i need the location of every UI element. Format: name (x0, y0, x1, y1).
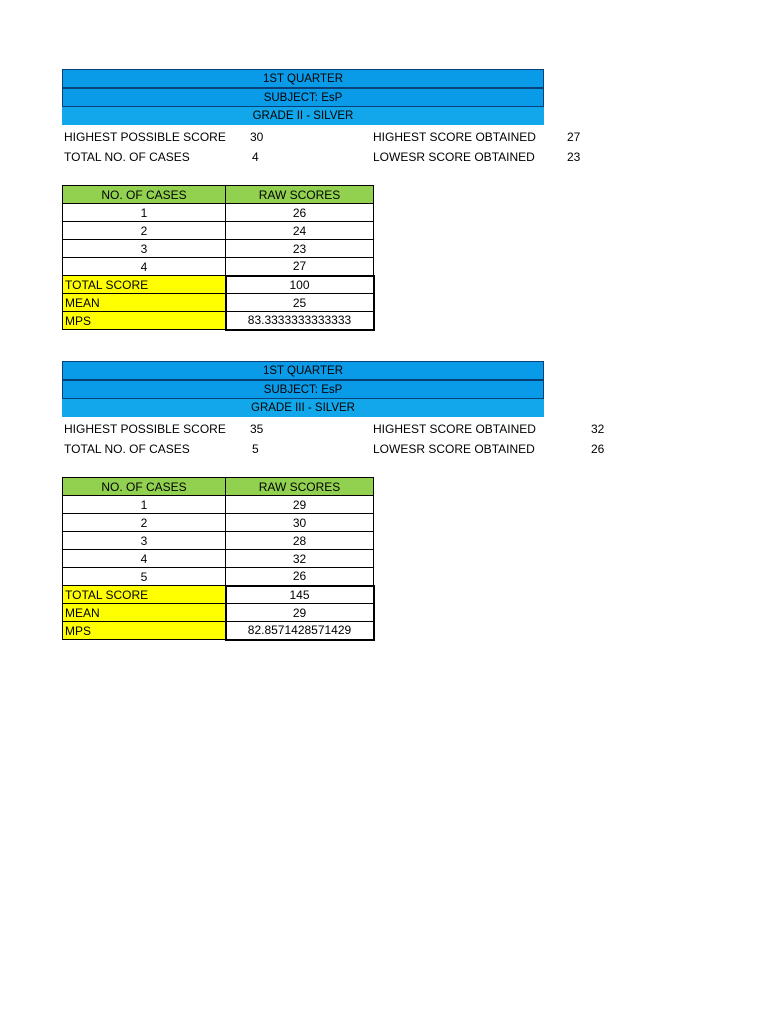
highest-obtained-value: 27 (567, 130, 581, 144)
grade-ii-header-block (62, 69, 544, 125)
table-row (63, 514, 374, 532)
highest-obtained-label: HIGHEST SCORE OBTAINED (373, 130, 536, 144)
case-number: 4 (63, 258, 226, 276)
raw-score: 24 (226, 222, 374, 240)
mps-value: 83.3333333333333 (226, 312, 374, 330)
highest-obtained-label: HIGHEST SCORE OBTAINED (373, 422, 536, 436)
table-row (63, 532, 374, 550)
col-scores-header: RAW SCORES (226, 186, 374, 204)
info-row (62, 439, 662, 459)
case-number: 4 (63, 550, 226, 568)
mean-value: 29 (226, 604, 374, 622)
highest-possible-value: 35 (250, 422, 264, 436)
raw-score: 32 (226, 550, 374, 568)
raw-score: 26 (226, 568, 374, 586)
lowest-obtained-label: LOWESR SCORE OBTAINED (373, 150, 535, 164)
info-row (62, 147, 662, 167)
lowest-obtained-label: LOWESR SCORE OBTAINED (373, 442, 535, 456)
total-score-label: TOTAL SCORE (63, 586, 226, 604)
col-cases-header: NO. OF CASES (63, 478, 226, 496)
mean-row (63, 294, 374, 312)
col-scores-header: RAW SCORES (226, 478, 374, 496)
grade-ii-summary-info (62, 127, 662, 167)
mps-value: 82.8571428571429 (226, 622, 374, 640)
table-row (63, 204, 374, 222)
total-score-label: TOTAL SCORE (63, 276, 226, 294)
table-row (63, 496, 374, 514)
grade-ii-scores-table (62, 185, 375, 331)
grade-iii-summary-info (62, 419, 662, 459)
mean-label: MEAN (63, 294, 226, 312)
lowest-obtained-value: 23 (567, 150, 581, 164)
total-score-row (63, 276, 374, 294)
mps-row (63, 312, 374, 330)
subject-header: SUBJECT: EsP (62, 380, 544, 399)
case-number: 1 (63, 204, 226, 222)
total-cases-value: 4 (252, 150, 259, 164)
raw-score: 23 (226, 240, 374, 258)
total-score-row (63, 586, 374, 604)
mps-label: MPS (63, 622, 226, 640)
table-row (63, 222, 374, 240)
quarter-header: 1ST QUARTER (62, 69, 544, 88)
raw-score: 30 (226, 514, 374, 532)
total-score-value: 145 (226, 586, 374, 604)
highest-possible-label: HIGHEST POSSIBLE SCORE (64, 130, 226, 144)
highest-possible-value: 30 (250, 130, 264, 144)
raw-score: 28 (226, 532, 374, 550)
table-header-row (63, 478, 374, 496)
table-row (63, 568, 374, 586)
case-number: 2 (63, 222, 226, 240)
mps-label: MPS (63, 312, 226, 330)
col-cases-header: NO. OF CASES (63, 186, 226, 204)
table-header-row (63, 186, 374, 204)
case-number: 2 (63, 514, 226, 532)
highest-obtained-value: 32 (591, 422, 605, 436)
info-row (62, 127, 662, 147)
raw-score: 26 (226, 204, 374, 222)
grade-iii-header-block (62, 361, 544, 417)
mean-row (63, 604, 374, 622)
table-row (63, 258, 374, 276)
case-number: 1 (63, 496, 226, 514)
subject-header: SUBJECT: EsP (62, 88, 544, 107)
lowest-obtained-value: 26 (591, 442, 605, 456)
mean-value: 25 (226, 294, 374, 312)
total-cases-label: TOTAL NO. OF CASES (64, 150, 190, 164)
total-cases-label: TOTAL NO. OF CASES (64, 442, 190, 456)
grade-iii-scores-table (62, 477, 375, 641)
case-number: 3 (63, 532, 226, 550)
mps-row (63, 622, 374, 640)
raw-score: 27 (226, 258, 374, 276)
table-row (63, 240, 374, 258)
total-cases-value: 5 (252, 442, 259, 456)
highest-possible-label: HIGHEST POSSIBLE SCORE (64, 422, 226, 436)
grade-header: GRADE III - SILVER (62, 399, 544, 417)
grade-header: GRADE II - SILVER (62, 107, 544, 125)
total-score-value: 100 (226, 276, 374, 294)
case-number: 5 (63, 568, 226, 586)
raw-score: 29 (226, 496, 374, 514)
quarter-header: 1ST QUARTER (62, 361, 544, 380)
case-number: 3 (63, 240, 226, 258)
info-row (62, 419, 662, 439)
mean-label: MEAN (63, 604, 226, 622)
table-row (63, 550, 374, 568)
